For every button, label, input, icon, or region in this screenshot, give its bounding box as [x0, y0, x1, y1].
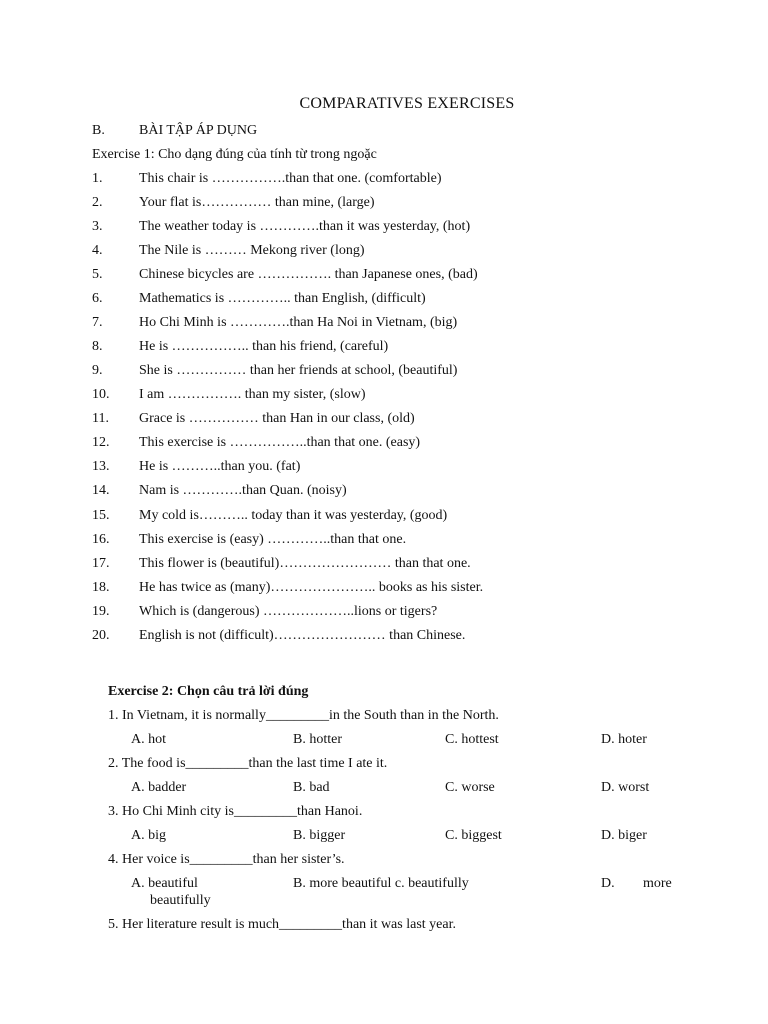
item-text: He is …………….. than his friend, (careful) [139, 339, 389, 354]
question-text: 2. The food is_________than the last time I ate it. [108, 756, 388, 771]
item-text: This chair is …………….than that one. (comfortable) [139, 171, 442, 186]
option-c: C. hottest [445, 732, 499, 747]
option-d: D. hoter [601, 732, 647, 747]
item-text: Grace is …………… than Han in our class, (old) [139, 411, 415, 426]
item-number: 13. [92, 459, 110, 474]
item-text: Which is (dangerous) ………………..lions or tigers? [139, 604, 438, 619]
item-number: 11. [92, 411, 109, 426]
item-text: Your flat is…………… than mine, (large) [139, 195, 375, 210]
option-c: C. worse [445, 780, 495, 795]
question-text: 3. Ho Chi Minh city is_________than Hanoi. [108, 804, 363, 819]
item-number: 12. [92, 435, 110, 450]
item-text: Chinese bicycles are ……………. than Japanese ones, (bad) [139, 267, 478, 282]
page-title: COMPARATIVES EXERCISES [299, 95, 515, 112]
question-text: 1. In Vietnam, it is normally_________in the South than in the North. [108, 708, 499, 723]
item-text: Mathematics is ………….. than English, (difficult) [139, 291, 426, 306]
item-text: English is not (difficult)…………………… than Chinese. [139, 628, 466, 643]
section-letter: B. [92, 123, 105, 138]
item-text: She is …………… than her friends at school, (beautiful) [139, 363, 458, 378]
item-text: The Nile is ……… Mekong river (long) [139, 243, 365, 258]
option-d: D. worst [601, 780, 650, 795]
exercise2-heading: Exercise 2: Chọn câu trả lời đúng [108, 684, 309, 699]
exercise1-heading: Exercise 1: Cho dạng đúng của tính từ trong ngoặc [92, 147, 377, 162]
item-number: 17. [92, 556, 110, 571]
item-number: 15. [92, 508, 110, 523]
item-text: This exercise is ……………..than that one. (easy) [139, 435, 421, 450]
option-d-text: more [643, 876, 672, 891]
option-b: B. bigger [293, 828, 346, 843]
question-text: 5. Her literature result is much_________than it was last year. [108, 917, 456, 932]
item-text: The weather today is ………….than it was yesterday, (hot) [139, 219, 471, 234]
item-number: 9. [92, 363, 103, 378]
option-a: A. badder [131, 780, 187, 795]
item-text: He is ………..than you. (fat) [139, 459, 301, 474]
item-text: Nam is ………….than Quan. (noisy) [139, 483, 347, 498]
section-label: BÀI TẬP ÁP DỤNG [139, 123, 258, 138]
option-c: C. biggest [445, 828, 502, 843]
item-number: 1. [92, 171, 103, 186]
item-text: I am ……………. than my sister, (slow) [139, 387, 366, 402]
option-d: D. [601, 876, 615, 891]
option-a: A. big [131, 828, 166, 843]
option-b: B. hotter [293, 732, 342, 747]
item-number: 7. [92, 315, 103, 330]
item-number: 5. [92, 267, 103, 282]
option-d: D. biger [601, 828, 647, 843]
item-number: 4. [92, 243, 103, 258]
option-b: B. bad [293, 780, 330, 795]
item-text: This flower is (beautiful)…………………… than that one. [139, 556, 471, 571]
item-number: 20. [92, 628, 110, 643]
item-number: 2. [92, 195, 103, 210]
item-text: He has twice as (many)………………….. books as his sister. [139, 580, 484, 595]
item-number: 14. [92, 483, 110, 498]
item-number: 8. [92, 339, 103, 354]
item-number: 3. [92, 219, 103, 234]
item-number: 16. [92, 532, 110, 547]
item-number: 10. [92, 387, 110, 402]
option-wrap-text: beautifully [150, 893, 211, 908]
item-text: This exercise is (easy) …………..than that one. [139, 532, 407, 547]
option-a: A. hot [131, 732, 166, 747]
question-text: 4. Her voice is_________than her sister’s. [108, 852, 345, 867]
item-text: My cold is……….. today than it was yesterday, (good) [139, 508, 448, 523]
item-number: 6. [92, 291, 103, 306]
option-b: B. more beautiful c. beautifully [293, 876, 469, 891]
item-text: Ho Chi Minh is ………….than Ha Noi in Vietnam, (big) [139, 315, 458, 330]
item-number: 18. [92, 580, 110, 595]
item-number: 19. [92, 604, 110, 619]
option-a: A. beautiful [131, 876, 198, 891]
